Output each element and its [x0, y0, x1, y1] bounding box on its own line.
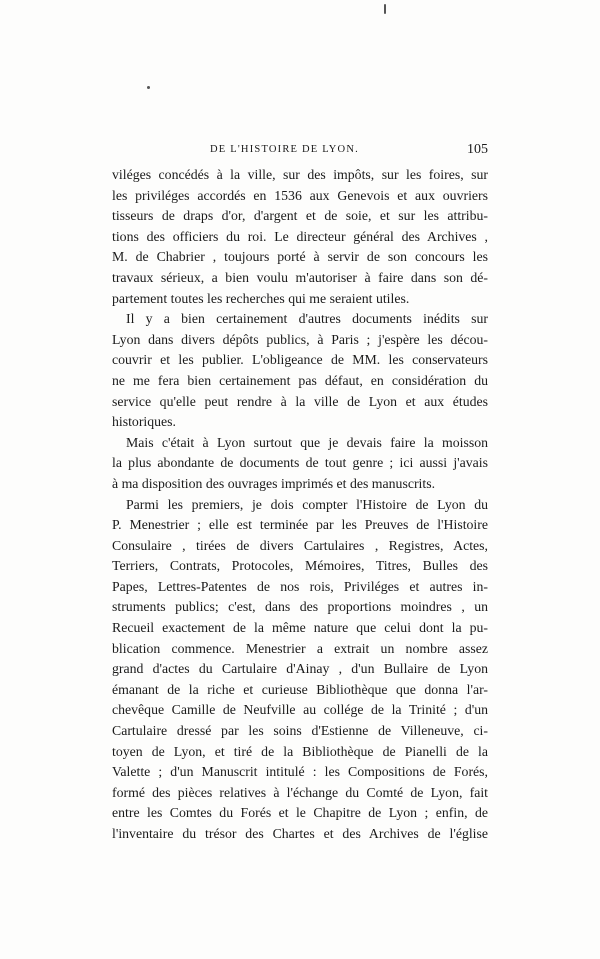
text-line: Lyon dans divers dépôts publics, à Paris ; j'espère les décou- [112, 331, 488, 347]
text-line: Consulaire , tirées de divers Cartulaires , Registres, Actes, [112, 537, 488, 553]
text-line: Parmi les premiers, je dois compter l'Histoire de Lyon du [126, 496, 488, 512]
text-line: Papes, Lettres-Patentes de nos rois, Priviléges et autres in- [112, 578, 488, 594]
text-line: Cartulaire dressé par les soins d'Estienne de Villeneuve, ci- [112, 723, 488, 739]
text-line: les priviléges accordés en 1536 aux Genevois et aux ouvriers [112, 187, 488, 203]
body-text [112, 165, 488, 845]
text-line: émanant de la riche et curieuse Bibliothèque que donna l'ar- [112, 681, 488, 697]
text-line: à ma disposition des ouvrages imprimés et des manuscrits. [112, 475, 436, 491]
text-line: ne me fera bien certainement pas défaut, en considération du [112, 372, 488, 388]
text-line: struments publics; c'est, dans des proportions moindres , un [112, 599, 488, 615]
text-line: grand d'actes du Cartulaire d'Ainay , d'un Bullaire de Lyon [112, 661, 488, 677]
text-line: viléges concédés à la ville, sur des impôts, sur les foires, sur [112, 167, 488, 182]
text-line: chevêque Camille de Neufville au collége de la Trinité ; d'un [112, 702, 488, 718]
text-line: formé des pièces relatives à l'échange du Comté de Lyon, fait [112, 784, 488, 800]
text-line: tions des officiers du roi. Le directeur général des Archives , [112, 228, 488, 244]
text-line: travaux sérieux, a bien voulu m'autoriser à faire dans son dé- [112, 269, 488, 285]
text-line: la plus abondante de documents de tout genre ; ici aussi j'avais [112, 455, 488, 471]
text-line: Mais c'était à Lyon surtout que je devais faire la moisson [126, 434, 488, 450]
text-line: Terriers, Contrats, Protocoles, Mémoires, Titres, Bulles des [112, 558, 488, 574]
text-line: P. Menestrier ; elle est terminée par les Preuves de l'Histoire [112, 517, 488, 533]
text-line: M. de Chabrier , toujours porté à servir de son concours les [112, 249, 488, 265]
text-line: couvrir et les publier. L'obligeance de MM. les conservateurs [112, 352, 488, 368]
running-head: DE L'HISTOIRE DE LYON. [210, 144, 359, 155]
text-line: partement toutes les recherches qui me seraient utiles. [112, 290, 410, 306]
text-line: blication commence. Menestrier a extrait un nombre assez [112, 640, 488, 656]
text-line: l'inventaire du trésor des Chartes et des Archives de l'église [112, 826, 488, 841]
text-line: historiques. [112, 414, 176, 430]
ink-speck [147, 86, 150, 89]
ink-speck [384, 4, 386, 14]
text-line: tisseurs de draps d'or, d'argent et de soie, et sur les attribu- [112, 208, 488, 224]
text-line: entre les Comtes du Forés et le Chapitre de Lyon ; enfin, de [112, 805, 488, 821]
text-line: Recueil exactement de la même nature que celui dont la pu- [112, 620, 488, 636]
text-line: service qu'elle peut rendre à la ville de Lyon et aux études [112, 393, 488, 409]
page-number: 105 [467, 142, 488, 157]
text-line: toyen de Lyon, et tiré de la Bibliothèque de Pianelli de la [112, 743, 488, 759]
page-header [112, 142, 488, 160]
text-line: Il y a bien certainement d'autres documents inédits sur [126, 311, 488, 327]
text-line: Valette ; d'un Manuscrit intitulé : les Compositions de Forés, [112, 764, 488, 780]
